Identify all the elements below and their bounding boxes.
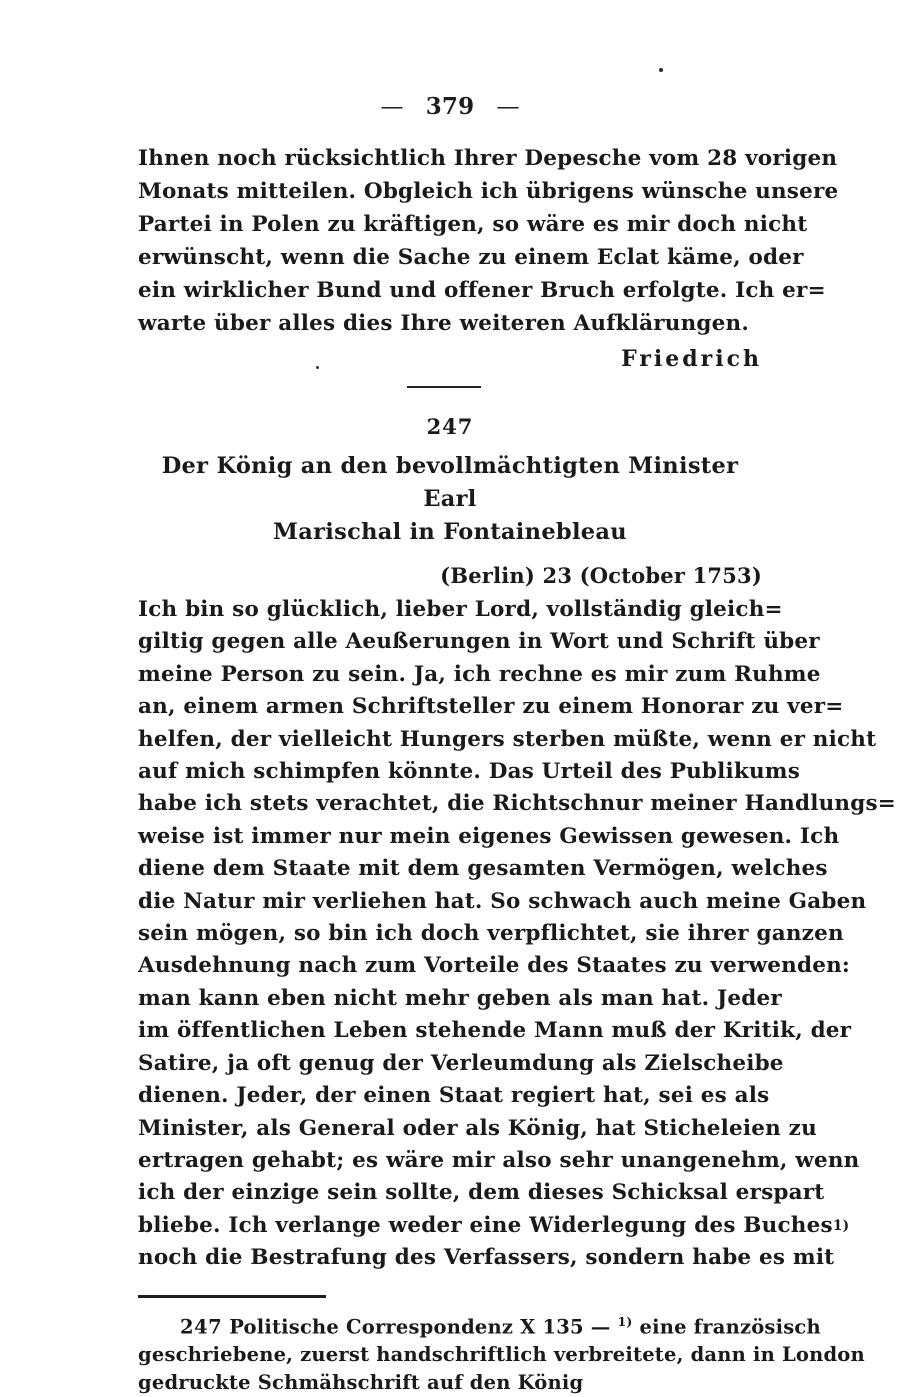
document-title-line: Der König an den bevollmächtigten Minister Earl [161, 453, 739, 512]
text-line [138, 756, 801, 788]
footnote-note-line: eine französisch [639, 1315, 821, 1339]
text-line-content: an, einem armen Schriftsteller zu einem Honorar zu ver= [138, 694, 844, 720]
text-line [138, 1210, 850, 1242]
text-line [138, 1080, 770, 1112]
section-divider-rule [407, 386, 481, 388]
document-title [138, 450, 762, 549]
footnote-reference[interactable]: 1) [832, 1217, 850, 1234]
text-line-content: man kann eben nicht mehr geben als man hat. Jeder [138, 985, 782, 1011]
text-line [138, 983, 782, 1015]
text-line-content: ich der einzige sein sollte, dem dieses Schicksal erspart [138, 1180, 825, 1206]
text-line-content: Ihnen noch rücksichtlich Ihrer Depesche vom 28 vorigen [138, 146, 838, 171]
document-number: 247 [426, 414, 474, 439]
text-line [138, 626, 820, 658]
text-line [138, 886, 867, 918]
footnote-line: geschriebene, zuerst handschriftlich verbreitete, dann in London [138, 1343, 865, 1367]
page-number-dash-left: — [380, 94, 404, 120]
text-line-content: dienen. Jeder, der einen Staat regiert hat, sei es als [138, 1083, 770, 1109]
text-line-content: sein mögen, so bin ich doch verpflichtet, sie ihrer ganzen [138, 921, 844, 947]
text-line-content: habe ich stets verachtet, die Richtschnur meiner Handlungs= [138, 791, 897, 817]
text-line-content: helfen, der vielleicht Hungers sterben müßte, wenn er nicht [138, 726, 877, 752]
text-line [138, 918, 844, 950]
footnote-block [138, 1308, 865, 1397]
footnote-source-text: Politische Correspondenz X 135 — [229, 1315, 611, 1339]
text-line-content: auf mich schimpfen könnte. Das Urteil des Publikums [138, 759, 801, 785]
page-number [138, 0, 762, 120]
text-line [138, 1177, 825, 1209]
text-line: ein wirklicher Bund und offener Bruch erfolgte. Ich er= [138, 278, 826, 303]
letter-continuation [138, 142, 839, 340]
text-line [138, 142, 838, 175]
document-title-line: Marischal in Fontainebleau [273, 519, 627, 545]
text-line-content: Ausdehnung nach zum Vorteile des Staates zu verwenden: [138, 953, 851, 979]
text-line-content: im öffentlichen Leben stehende Mann muß der Kritik, der [138, 1018, 852, 1044]
text-line: erwünscht, wenn die Sache zu einem Eclat käme, oder [138, 245, 804, 270]
document-place-date: (Berlin) 23 (October 1753) [440, 563, 762, 588]
text-line-content: weise ist immer nur mein eigenes Gewissen gewesen. Ich [138, 823, 840, 849]
page-speck [659, 68, 663, 72]
text-line-content: giltig gegen alle Aeußerungen in Wort und Schrift über [138, 629, 820, 655]
text-line: Partei in Polen zu kräftigen, so wäre es mir doch nicht [138, 212, 808, 237]
text-line-content: ertragen gehabt; es wäre mir also sehr unangenehm, wenn [138, 1147, 860, 1173]
text-line [138, 950, 851, 982]
text-line [138, 691, 844, 723]
footnote-line: gedruckte Schmähschrift auf den König [138, 1371, 584, 1395]
page-number-dash-right: — [496, 94, 520, 120]
text-line [138, 1048, 784, 1080]
text-line [138, 788, 897, 820]
text-line-content: Minister, als General oder als König, hat Sticheleien zu [138, 1115, 817, 1141]
text-line-content: die Natur mir verliehen hat. So schwach auch meine Gaben [138, 888, 867, 914]
text-line [138, 1015, 852, 1047]
text-line: noch die Bestrafung des Verfassers, sondern habe es mit [138, 1245, 835, 1271]
text-line [138, 724, 877, 756]
text-line: warte über alles dies Ihre weiteren Aufklärungen. [138, 311, 750, 336]
footnote-line [138, 1308, 821, 1342]
text-line [138, 659, 821, 691]
footnote-source-number: 247 [180, 1315, 223, 1339]
text-line [138, 1145, 860, 1177]
text-line-content: bliebe. Ich verlange weder eine Widerlegung des Buches [138, 1212, 833, 1238]
text-line [138, 1113, 817, 1145]
footnote-divider-rule [138, 1295, 326, 1298]
text-line-content: Ich bin so glücklich, lieber Lord, vollständig gleich= [138, 597, 783, 622]
footnote-marker: 1) [617, 1313, 633, 1329]
text-line: Monats mitteilen. Obgleich ich übrigens wünsche unsere [138, 179, 839, 204]
stray-dot [316, 366, 319, 369]
document-body [138, 594, 897, 1275]
text-line-content: meine Person zu sein. Ja, ich rechne es mir zum Ruhme [138, 661, 821, 687]
text-line-content: diene dem Staate mit dem gesamten Vermögen, welches [138, 856, 828, 882]
text-line [138, 821, 840, 853]
page-number-value: 379 [425, 93, 475, 120]
text-line [138, 853, 828, 885]
text-line-content: Satire, ja oft genug der Verleumdung als Zielscheibe [138, 1050, 784, 1076]
text-line [138, 594, 783, 626]
letter-signature: Friedrich [621, 346, 762, 372]
